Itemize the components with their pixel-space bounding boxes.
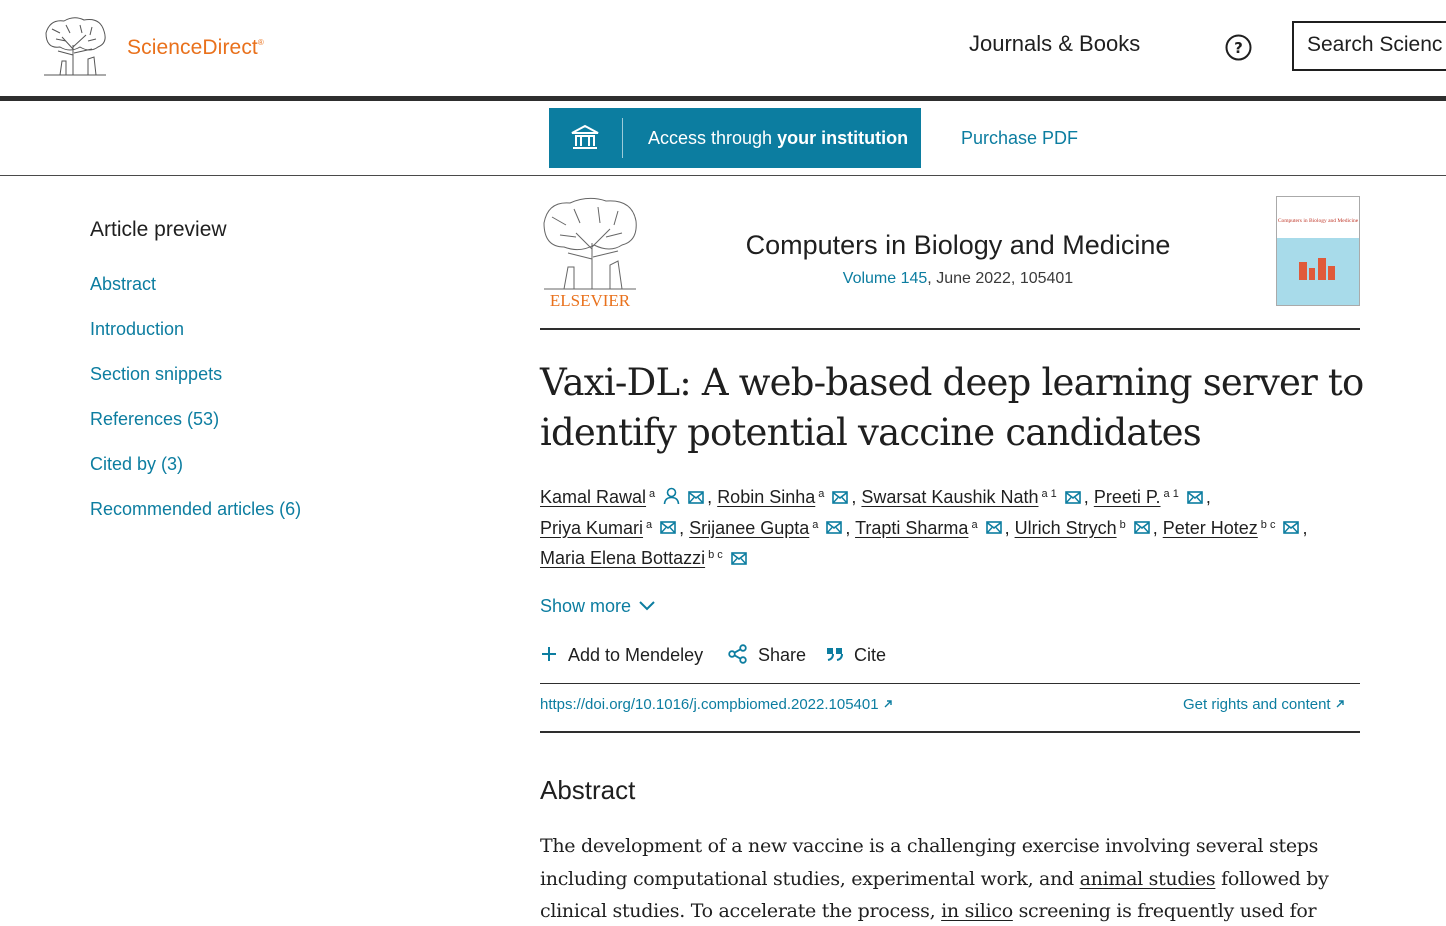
sidebar-item-section-snippets[interactable]: Section snippets: [90, 364, 223, 384]
author-item: Maria Elena Bottazzi $^{b c}$: [540, 548, 750, 568]
journal-header-divider: [540, 328, 1360, 330]
journal-cover-image[interactable]: [1276, 196, 1360, 306]
share-icon: [728, 644, 748, 664]
author-item: Preeti P. $^{a 1}$ ,: [1093, 487, 1211, 507]
author-link[interactable]: Maria Elena Bottazzi: [540, 548, 706, 568]
author-item: Priya Kumari $^a$ ,: [540, 517, 690, 538]
animal-studies-link[interactable]: animal studies: [1079, 867, 1216, 890]
author-item: Kamal Rawal $^a$ ,: [540, 487, 718, 507]
svg-text:?: ?: [1234, 39, 1243, 57]
journal-volume-link[interactable]: Volume 145: [842, 270, 928, 287]
article-actions: [540, 645, 1360, 671]
sidebar-item-introduction[interactable]: Introduction: [90, 319, 185, 339]
access-bar: [0, 101, 1446, 176]
doi-link[interactable]: https://doi.org/10.1016/j.compbiomed.2022.105401: [540, 696, 893, 713]
mail-icon[interactable]: [832, 491, 848, 504]
external-link-icon: [883, 699, 893, 709]
show-more-button[interactable]: Show more: [540, 596, 657, 617]
mail-icon[interactable]: [826, 521, 842, 534]
in-silico-link[interactable]: in silico: [941, 900, 1013, 922]
mail-icon[interactable]: [688, 491, 704, 504]
author-link[interactable]: Kamal Rawal: [540, 487, 647, 507]
sidebar-item-cited-by[interactable]: Cited by (3): [90, 454, 184, 474]
author-link[interactable]: Srijanee Gupta: [689, 517, 810, 538]
mail-icon[interactable]: [1283, 521, 1299, 534]
rights-content-link[interactable]: Get rights and content: [1183, 696, 1345, 713]
sidebar-item-references[interactable]: References (53): [90, 409, 220, 429]
doi-divider-top: [540, 683, 1360, 684]
sidebar-item-recommended[interactable]: Recommended articles (6): [90, 499, 302, 519]
mail-icon[interactable]: [986, 521, 1002, 534]
journal-volume-info: Volume 145, June 2022, 105401: [842, 270, 1074, 287]
abstract-text: The development of a new vaccine is a challenging exercise involving several steps including computational studies, experimental work, and animal studies followed by clinical studies. To accelerate the process, in silico screening is frequently used for: [540, 835, 1329, 922]
author-link[interactable]: Peter Hotez: [1162, 517, 1258, 538]
svg-text:ELSEVIER: ELSEVIER: [549, 291, 631, 310]
access-institution-button[interactable]: [549, 108, 921, 168]
doi-divider-bottom: [540, 731, 1360, 733]
chevron-down-icon: [637, 600, 657, 612]
mail-icon[interactable]: [1134, 521, 1150, 534]
share-button[interactable]: Share: [728, 645, 806, 666]
elsevier-tree-logo-icon[interactable]: [40, 15, 110, 77]
access-button-label: Access through your institution: [648, 128, 909, 148]
author-item: Peter Hotez $^{b c}$ ,: [1162, 517, 1308, 538]
author-item: Swarsat Kaushik Nath $^{a 1}$ ,: [861, 487, 1094, 507]
mail-icon[interactable]: [1187, 491, 1203, 504]
search-input[interactable]: [1292, 21, 1446, 71]
author-item: Ulrich Strych $^b$ ,: [1014, 517, 1163, 538]
site-header: [0, 0, 1446, 96]
article-preview-heading: Article preview: [90, 218, 227, 241]
author-link[interactable]: Robin Sinha: [717, 487, 816, 507]
author-item: Trapti Sharma $^a$ ,: [855, 517, 1015, 538]
author-item: Robin Sinha $^a$ ,: [717, 487, 862, 507]
mail-icon[interactable]: [731, 552, 747, 565]
quote-icon: [826, 646, 844, 662]
person-icon[interactable]: [663, 487, 680, 505]
author-link[interactable]: Priya Kumari: [540, 517, 644, 538]
article-title: Vaxi-DL: A web-based deep learning server to identify potential vaccine candidates: [540, 361, 1364, 454]
mail-icon[interactable]: [1065, 491, 1081, 504]
author-link[interactable]: Ulrich Strych: [1014, 517, 1117, 538]
brand-name[interactable]: ScienceDirect®: [127, 36, 264, 59]
institution-icon: [570, 124, 600, 152]
author-link[interactable]: Trapti Sharma: [855, 517, 969, 538]
purchase-pdf-link[interactable]: Purchase PDF: [961, 128, 1079, 148]
mail-icon[interactable]: [660, 521, 676, 534]
author-item: Srijanee Gupta $^a$ ,: [689, 517, 856, 538]
journals-books-link[interactable]: Journals & Books: [969, 31, 1141, 56]
author-link[interactable]: Preeti P.: [1093, 487, 1161, 507]
journal-title[interactable]: Computers in Biology and Medicine: [745, 230, 1171, 260]
author-list: [540, 482, 1370, 574]
sidebar-item-abstract[interactable]: Abstract: [90, 274, 157, 294]
plus-icon: [540, 645, 558, 663]
add-to-mendeley-button[interactable]: Add to Mendeley: [540, 645, 703, 666]
access-button-divider: [622, 118, 623, 158]
elsevier-publisher-logo[interactable]: [540, 195, 640, 310]
external-link-icon: [1335, 699, 1345, 709]
search-placeholder: Search Scienc: [1307, 33, 1443, 56]
svg-text:Computers in Biology and Medic: Computers in Biology and Medicine: [1277, 218, 1359, 224]
author-link[interactable]: Swarsat Kaushik Nath: [861, 487, 1039, 507]
help-icon[interactable]: [1225, 34, 1252, 61]
abstract-heading: Abstract: [540, 775, 636, 805]
cite-button[interactable]: Cite: [826, 645, 886, 666]
